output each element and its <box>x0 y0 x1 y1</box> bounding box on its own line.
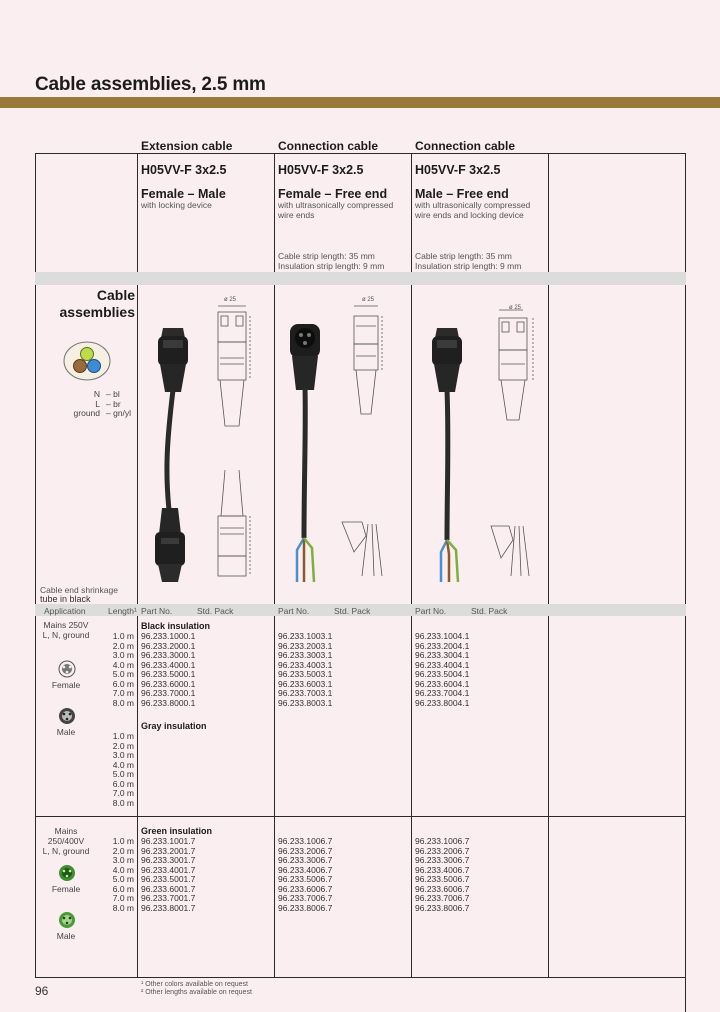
connection-cable-male-photo <box>419 290 544 590</box>
black-col3-parts: 96.233.1004.1 96.233.2004.1 96.233.3004.1 96.233.4004.1 96.233.5004.1 96.233.6004.1 96.233.7004.1 96.233.8004.1 <box>415 631 470 708</box>
sleeve-note-1: Cable end shrinkage <box>40 585 118 595</box>
col3-cable-type: H05VV-F 3x2.5 <box>415 163 501 177</box>
group2-male-label: Male <box>56 931 76 941</box>
col1-note: with locking device <box>141 200 212 210</box>
dimension-label-3: ø 25 <box>509 305 522 311</box>
green-col1-parts: 96.233.1001.7 96.233.2001.7 96.233.3001.7 96.233.4001.7 96.233.5001.7 96.233.6001.7 96.233.7001.7 96.233.8001.7 <box>141 836 196 913</box>
group2-label: Mains 250/400V L, N, ground <box>42 826 90 856</box>
group2-female-label: Female <box>51 884 81 894</box>
footnotes: ¹ Other colors available on request ² Other lengths available on request <box>141 981 252 996</box>
black-col1-parts: 96.233.1000.1 96.233.2000.1 96.233.3000.1 96.233.4000.1 96.233.5000.1 96.233.6000.1 96.233.7000.1 96.233.8000.1 <box>141 631 196 708</box>
group1-label: Mains 250V L, N, ground <box>42 620 90 640</box>
col3-connection: Male – Free end <box>415 187 509 201</box>
gray-lengths: 1.0 m 2.0 m 3.0 m 4.0 m 5.0 m 6.0 m 7.0 m 8.0 m <box>112 731 134 808</box>
title-accent-bar <box>0 97 720 108</box>
col2-connection: Female – Free end <box>278 187 388 201</box>
page-number: 96 <box>35 984 49 998</box>
group1-female-label: Female <box>51 680 81 690</box>
header-length: Length¹ <box>108 606 137 616</box>
wire-code-l: L – br <box>95 398 121 409</box>
col2-note: with ultrasonically compressed wire ends <box>278 200 394 220</box>
header-application: Application <box>44 606 86 616</box>
col3-strip-length: Cable strip length: 35 mm <box>415 251 512 261</box>
black-col2-parts: 96.233.1003.1 96.233.2003.1 96.233.3003.1 96.233.4003.1 96.233.5003.1 96.233.6003.1 96.233.7003.1 96.233.8003.1 <box>278 631 333 708</box>
header-part-no-2: Part No. <box>278 606 310 616</box>
extension-cable-photo <box>145 290 270 590</box>
green-insulation-heading: Green insulation <box>141 826 213 836</box>
col3-note: with ultrasonically compressed wire ends and locking device <box>415 200 531 220</box>
col2-heading: Connection cable <box>278 139 379 153</box>
male-plug-icon <box>58 707 76 725</box>
group-divider <box>35 816 686 817</box>
black-insulation-heading: Black insulation <box>141 621 211 631</box>
col1-connection: Female – Male <box>141 187 226 201</box>
wire-code-ground: ground – gn/yl <box>73 408 132 418</box>
sleeve-note-2: tube in black <box>40 594 91 604</box>
wire-codes <box>60 390 131 419</box>
connection-cable-female-photo <box>282 290 407 590</box>
section-band <box>35 272 686 285</box>
green-col2-parts: 96.233.1006.7 96.233.2006.7 96.233.3006.7 96.233.4006.7 96.233.5006.7 96.233.6006.7 96.233.7006.7 96.233.8006.7 <box>278 836 333 913</box>
col3-insulation-strip: Insulation strip length: 9 mm <box>415 261 522 271</box>
header-std-pack-3: Std. Pack <box>471 606 508 616</box>
female-socket-icon <box>58 660 76 678</box>
group1-male-label: Male <box>56 727 76 737</box>
header-part-no-3: Part No. <box>415 606 447 616</box>
green-lengths: 1.0 m 2.0 m 3.0 m 4.0 m 5.0 m 6.0 m 7.0 m 8.0 m <box>112 836 134 913</box>
col1-cable-type: H05VV-F 3x2.5 <box>141 163 227 177</box>
col2-strip-length: Cable strip length: 35 mm <box>278 251 375 261</box>
col2-cable-type: H05VV-F 3x2.5 <box>278 163 364 177</box>
female-socket-green-icon <box>58 864 76 882</box>
cable-cross-section-icon <box>62 340 112 382</box>
gray-insulation-heading: Gray insulation <box>141 721 207 731</box>
dimension-label-2: ø 25 <box>362 297 375 303</box>
col1-heading: Extension cable <box>141 139 233 153</box>
col3-heading: Connection cable <box>415 139 516 153</box>
table-bottom-rule <box>35 977 686 978</box>
section-title: Cable assemblies <box>59 287 135 320</box>
green-col3-parts: 96.233.1006.7 96.233.2006.7 96.233.3006.7 96.233.4006.7 96.233.5006.7 96.233.6006.7 96.233.7006.7 96.233.8006.7 <box>415 836 470 913</box>
wire-code-n: N – bl <box>93 389 120 399</box>
header-std-pack-2: Std. Pack <box>334 606 371 616</box>
header-std-pack-1: Std. Pack <box>197 606 234 616</box>
male-plug-green-icon <box>58 911 76 929</box>
col2-insulation-strip: Insulation strip length: 9 mm <box>278 261 385 271</box>
page-title: Cable assemblies, 2.5 mm <box>35 74 266 95</box>
dimension-label-1: ø 25 <box>224 297 237 303</box>
header-part-no-1: Part No. <box>141 606 173 616</box>
table-top-rule <box>35 153 686 154</box>
black-lengths: 1.0 m 2.0 m 3.0 m 4.0 m 5.0 m 6.0 m 7.0 m 8.0 m <box>112 631 134 708</box>
